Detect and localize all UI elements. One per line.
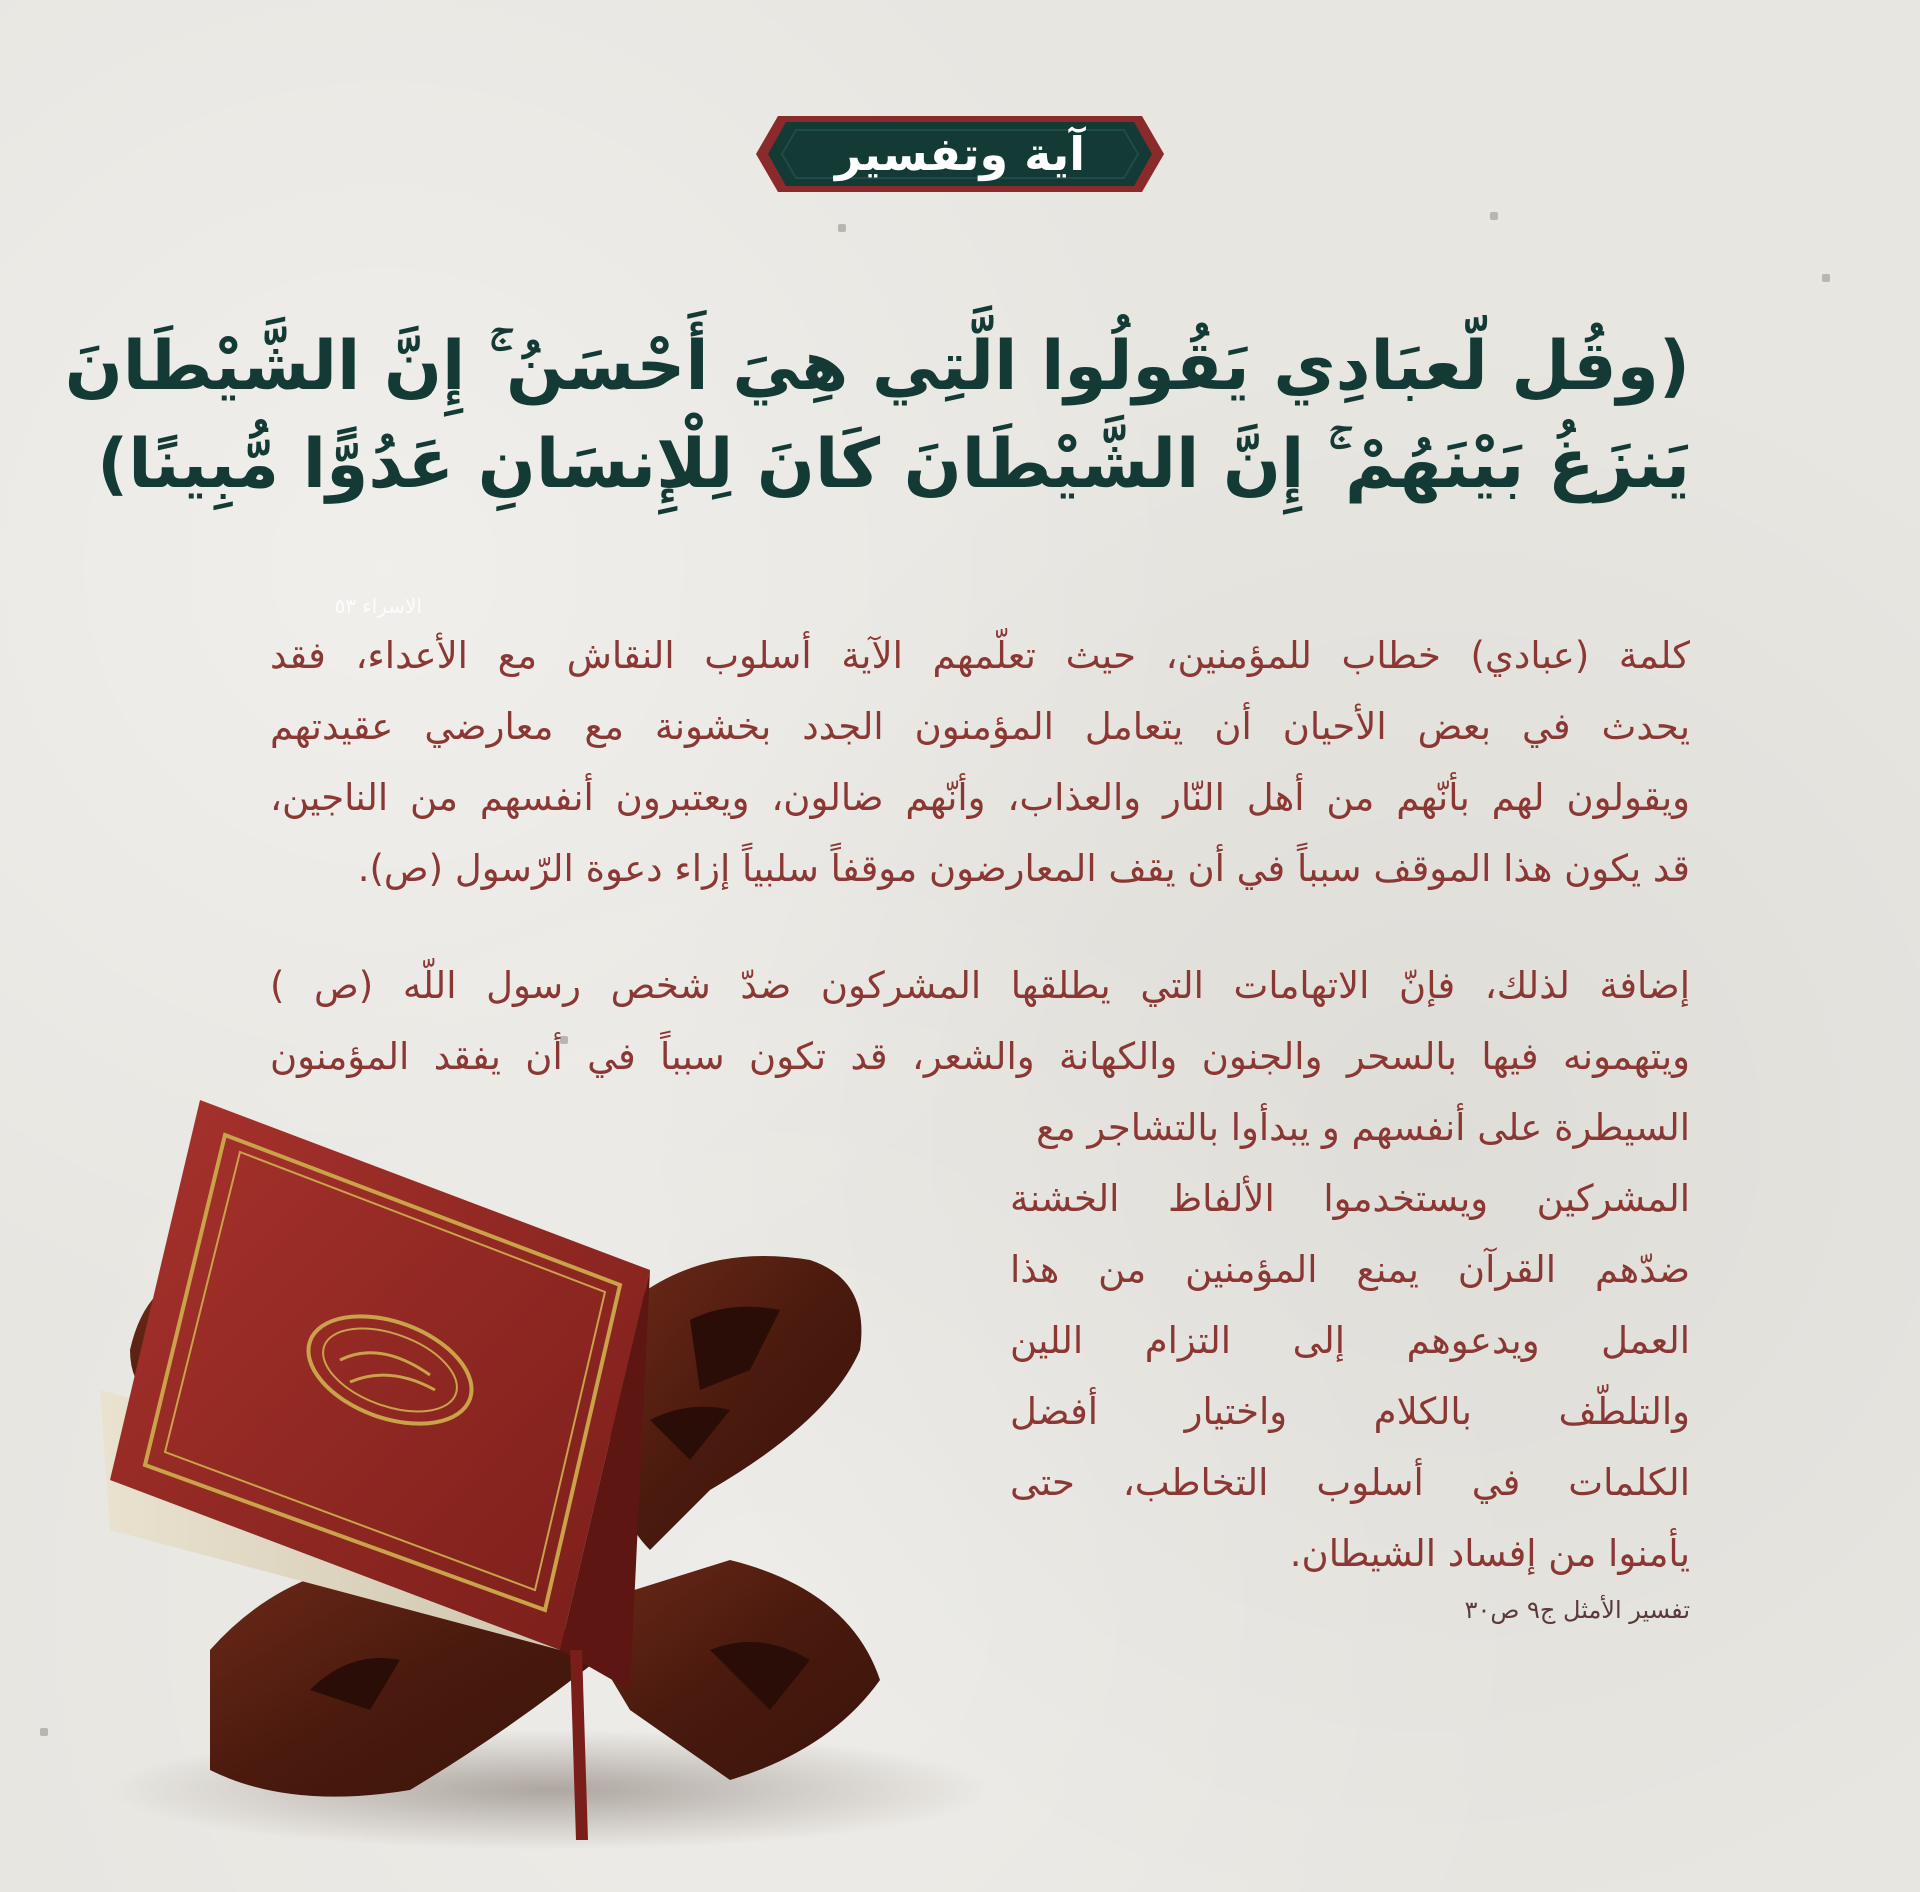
verse-line: (وقُل لّعبَادِي يَقُولُوا الَّتِي هِيَ أَحْسَنُ ۚ إِنَّ الشَّيْطَانَ — [64, 327, 1690, 406]
commentary-paragraph-2 — [270, 950, 1690, 1092]
verse-reference: الاسراء ٥٣ — [334, 594, 422, 618]
commentary-line: إضافة لذلك، فإنّ الاتهامات التي يطلقها المشركون ضدّ شخص رسول اللّه (ص ) — [270, 964, 1690, 1007]
commentary-line: ضدّهم القرآن يمنع المؤمنين من هذا — [1010, 1248, 1690, 1291]
commentary-line: ويتهمونه فيها بالسحر والجنون والكهانة والشعر، قد تكون سبباً في أن يفقد المؤمنون — [270, 1035, 1690, 1078]
background-speck — [1490, 212, 1498, 220]
quran-verse — [64, 318, 1690, 514]
verse-line: يَنزَغُ بَيْنَهُمْ ۚ إِنَّ الشَّيْطَانَ كَانَ لِلْإِنسَانِ عَدُوًّا مُّبِينًا) — [97, 425, 1690, 504]
commentary-paragraph-1 — [270, 620, 1690, 904]
commentary-line: السيطرة على أنفسهم و يبدأوا بالتشاجر مع — [1036, 1106, 1690, 1149]
commentary-line: المشركين ويستخدموا الألفاظ الخشنة — [1010, 1177, 1690, 1220]
page-title: آية وتفسير — [834, 127, 1086, 181]
commentary-line: قد يكون هذا الموقف سبباً في أن يقف المعارضون موقفاً سلبياً إزاء دعوة الرّسول (ص). — [357, 847, 1690, 890]
commentary-line: كلمة (عبادي) خطاب للمؤمنين، حيث تعلّمهم الآية أسلوب النقاش مع الأعداء، فقد — [270, 634, 1690, 677]
commentary-line: العمل ويدعوهم إلى التزام اللين — [1010, 1319, 1690, 1362]
header-ribbon — [756, 112, 1164, 196]
commentary-line: يأمنوا من إفساد الشيطان. — [1289, 1532, 1690, 1575]
commentary-line: والتلطّف بالكلام واختيار أفضل — [1010, 1390, 1690, 1433]
commentary-line: الكلمات في أسلوب التخاطب، حتى — [1010, 1461, 1690, 1504]
commentary-line: ويقولون لهم بأنّهم من أهل النّار والعذاب، وأنّهم ضالون، ويعتبرون أنفسهم من الناجين، — [270, 776, 1690, 819]
background-speck — [838, 224, 846, 232]
background-speck — [40, 1728, 48, 1736]
commentary-line: يحدث في بعض الأحيان أن يتعامل المؤمنون الجدد بخشونة مع معارضي عقيدتهم — [270, 705, 1690, 748]
commentary-paragraph-2-continued — [1010, 1092, 1690, 1589]
background-speck — [1822, 274, 1830, 282]
quran-on-stand-image — [90, 1090, 1050, 1870]
source-citation: تفسير الأمثل ج٩ ص٣٠ — [1464, 1596, 1690, 1624]
